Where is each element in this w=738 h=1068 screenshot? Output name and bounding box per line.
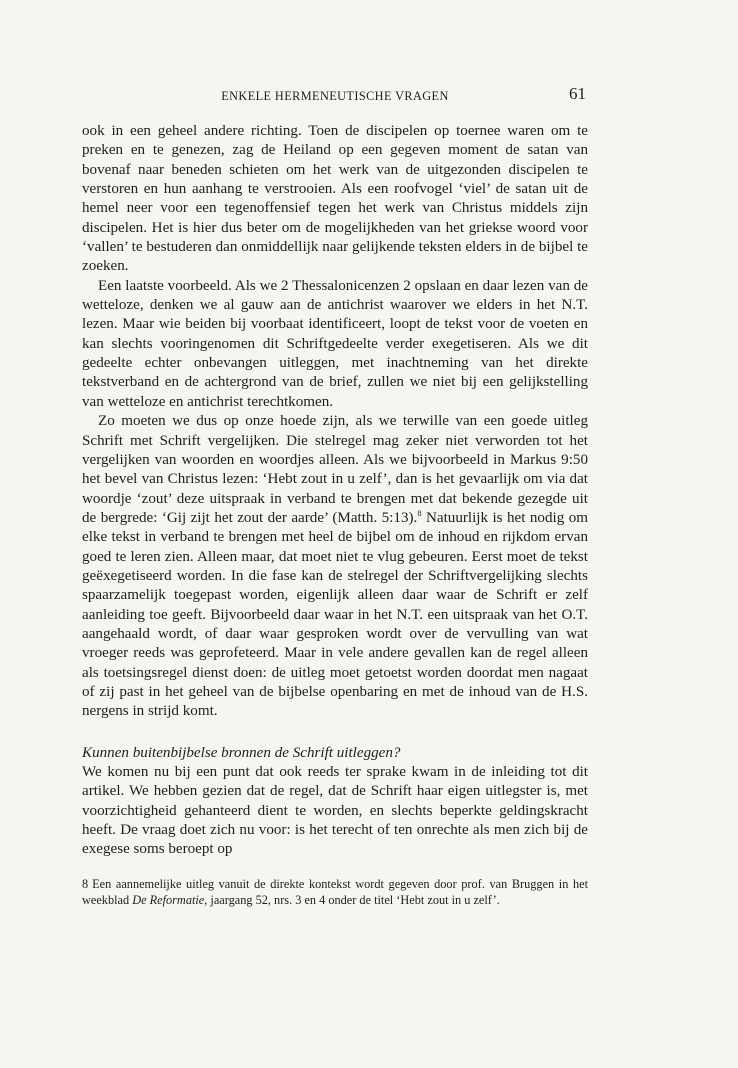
paragraph-3-part-1: Zo moeten we dus op onze hoede zijn, als we terwille van een goede uitleg Schrift met Schrift vergelijken. Die stelregel mag zeker niet verworden tot het vergelijken van woorden en woordjes alleen. Als we bijvoorbeeld in Markus 9:50 het bevel van Christus lezen: ‘Hebt zout in u zelf’, dan is het gevaarlijk om via dat woordje ‘zout’ deze uitspraak in verband te brengen met dat bekende gezegde uit de bergrede: ‘Gij zijt het zout der aarde’ (Matth. 5:13). [82,413,588,526]
paragraph-2: Een laatste voorbeeld. Als we 2 Thessalonicenzen 2 opslaan en daar lezen van de wetteloze, denken we al gauw aan de antichrist waarover we elders in het N.T. lezen. Maar wie beiden bij voorbaat identificeert, loopt de tekst voor de voeten en kan slechts vooringenomen dit Schriftgedeelte verder exegetiseren. Als we dit gedeelte echter onbevangen uitleggen, met inachtneming van het direkte tekstverband en de achtergrond van de brief, zullen we niet bij een gelijkstelling van wetteloze en antichrist terechtkomen. [82,277,588,410]
paragraph-1: ook in een geheel andere richting. Toen de discipelen op toernee waren om te preken en te genezen, zag de Heiland op een gegeven moment de satan van bovenaf naar beneden schieten om het werk van de uitgezonden discipelen te verstoren en hun aanhang te verstrooien. Als een roofvogel ‘viel’ de satan uit de hemel neer voor een tegenoffensief tegen het werk van Christus middels zijn discipelen. Het is hier dus beter om de mogelijkheden van het griekse woord voor ‘vallen’ te bestuderen dan onmiddellijk naar gelijkende teksten elders in de bijbel te zoeken. [82,123,588,275]
paragraph-3-part-2: Natuurlijk is het nodig om elke tekst in verband te brengen met heel de bijbel om de inhoud en rijkdom ervan goed te leren zien. Alleen maar, dat moet niet te vlug gebeuren. Eerst moet de tekst geëxegetiseerd worden. In die fase kan de stelregel der Schriftvergelijking slechts spaarzamelijk toegepast worden, eigenlijk alleen daar waar de Schrift er zelf aanleiding toe geeft. Bijvoorbeeld daar waar in het N.T. een uitspraak van het O.T. aangehaald wordt, of daar waar gesproken wordt over de vervulling van wat vroeger reeds was geprofeteerd. Maar in vele andere gevallen kan de regel alleen als toetsingsregel dienst doen: de uitleg moet getoetst worden doordat men nagaat of zij past in het geheel van de bijbelse openbaring en met de inhoud van de H.S. nergens in strijd komt. [82,509,588,720]
footnote-reference[interactable]: 8 [417,507,422,518]
page-header [82,84,588,108]
book-page [82,84,588,909]
paragraph-4: We komen nu bij een punt dat ook reeds ter sprake kwam in de inleiding tot dit artikel. We hebben gezien dat de regel, dat de Schrift haar eigen uitlegster is, met voorzichtigheid gehanteerd dient te worden, en slechts beperkte geldingskracht heeft. De vraag doet zich nu voor: is het terecht of ten onrechte als men zich bij de exegese soms beroept op [82,764,588,858]
footnote-publication-title: De Reformatie [132,893,205,908]
body-text [82,122,588,860]
paragraph-3 [82,412,588,722]
running-head: ENKELE HERMENEUTISCHE VRAGEN [221,89,449,103]
footnote-text-1: Een aannemelijke uitleg vanuit de direkte kontekst wordt gegeven door prof. van Bruggen in het weekblad [82,876,588,908]
footnote [82,876,588,909]
section-heading: Kunnen buitenbijbelse bronnen de Schrift uitleggen? [82,744,401,761]
footnote-number: 8 [82,876,89,891]
footnote-text-2: , jaargang 52, nrs. 3 en 4 onder de titel ‘Hebt zout in u zelf’. [204,893,500,908]
page-number: 61 [569,84,586,103]
